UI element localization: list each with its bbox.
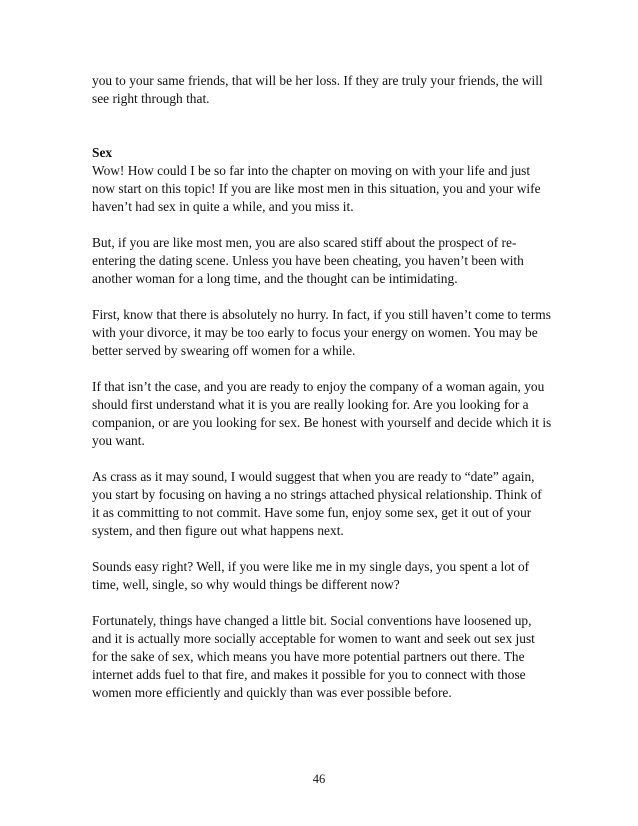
opening-paragraph: you to your same friends, that will be her loss. If they are truly your friends, the will see right through that. <box>92 73 543 106</box>
text-column <box>92 72 552 720</box>
body-paragraph: But, if you are like most men, you are also scared stiff about the prospect of re-entering the dating scene. Unless you have been cheating, you haven’t been with another woman for a long time, and the thought can be intimidating. <box>92 235 524 286</box>
body-paragraph: First, know that there is absolutely no hurry. In fact, if you still haven’t come to terms with your divorce, it may be too early to focus your energy on women. You may be better served by swearing off women for a while. <box>92 307 551 358</box>
body-paragraph: As crass as it may sound, I would suggest that when you are ready to “date” again, you start by focusing on having a no strings attached physical relationship. Think of it as committing to not commit. Have some fun, enjoy some sex, get it out of your system, and then figure out what happens next. <box>92 469 542 538</box>
page-number: 46 <box>312 772 326 786</box>
body-paragraph: Wow! How could I be so far into the chapter on moving on with your life and just now start on this topic! If you are like most men in this situation, you and your wife haven’t had sex in quite a while, and you miss it. <box>92 163 541 214</box>
section-heading: Sex <box>92 145 113 160</box>
body-paragraph: Sounds easy right? Well, if you were like me in my single days, you spent a lot of time, well, single, so why would things be different now? <box>92 559 530 592</box>
body-paragraph: Fortunately, things have changed a little bit. Social conventions have loosened up, and it is actually more socially acceptable for women to want and seek out sex just for the sake of sex, which means you have more potential partners out there. The internet adds fuel to that fire, and makes it possible for you to connect with those women more efficiently and quickly than was ever possible before. <box>92 613 535 700</box>
body-paragraph: If that isn’t the case, and you are ready to enjoy the company of a woman again, you should first understand what it is you are really looking for. Are you looking for a companion, or are you looking for sex. Be honest with yourself and decide which it is you want. <box>92 379 552 448</box>
